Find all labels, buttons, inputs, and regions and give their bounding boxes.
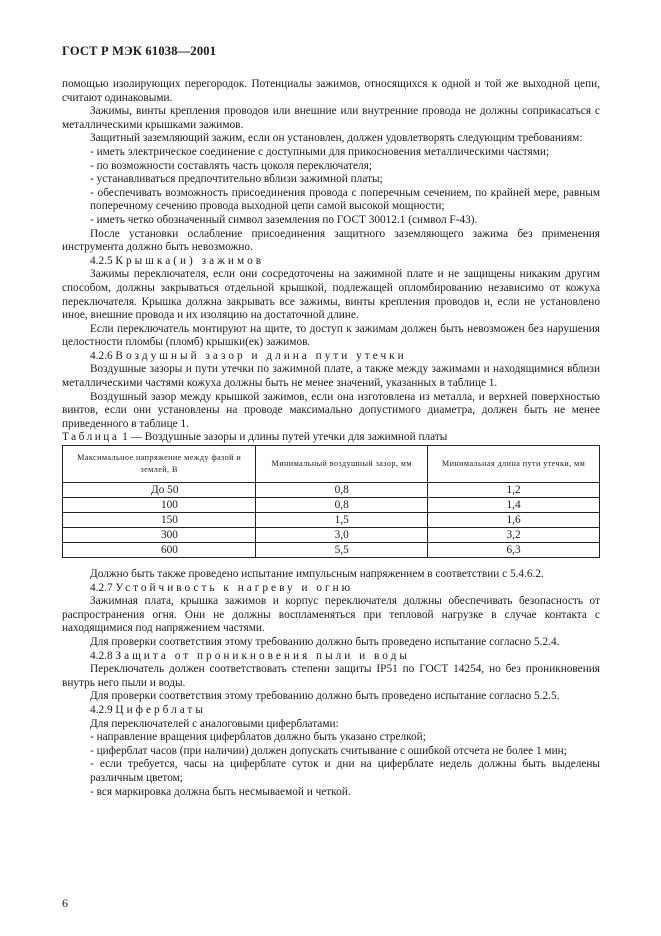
section-heading-4-2-7 [62, 582, 600, 596]
paragraph: Если переключатель монтируют на щите, то доступ к зажимам должен быть невозможен без нарушения целостности пломбы (пломб) крышки(ек) зажимов. [62, 322, 600, 349]
section-title: Крышка(и) зажимов [115, 254, 265, 267]
table-header-cell: Минимальная длина пути утечки, мм [428, 446, 600, 483]
paragraph: Воздушные зазоры и пути утечки по зажимной плате, а также между зажимами и находящимися вблизи металлическими частями кожуха должны быть не менее значений, указанных в таблице 1. [62, 363, 600, 390]
section-heading-4-2-8 [62, 650, 600, 664]
section-heading-4-2-6 [62, 350, 600, 364]
paragraph: Защитный заземляющий зажим, если он установлен, должен удовлетворять следующим требованиям: [90, 132, 583, 145]
table-cell: 100 [63, 498, 256, 513]
page-header: ГОСТ Р МЭК 61038—2001 [62, 44, 217, 58]
list-item: - вся маркировка должна быть несмываемой и четкой. [90, 785, 351, 798]
table-cell: 600 [63, 543, 256, 558]
table-header-cell: Максимальное напряжение между фазой и землей, В [63, 446, 256, 483]
section-title: Циферблаты [115, 703, 206, 716]
table-cell: 3,0 [256, 528, 428, 543]
table-header-row [63, 446, 600, 483]
table-cell: 1,5 [256, 513, 428, 528]
list-item: - иметь электрическое соединение с доступными для прикосновения металлическими частями; [90, 145, 550, 158]
list-item: - циферблат часов (при наличии) должен допускать считывание с ошибкой отсчета не более 1 мин; [90, 744, 567, 757]
page-body [62, 78, 600, 799]
section-heading-4-2-5 [62, 255, 600, 269]
paragraph: Для переключателей с аналоговыми циферблатами: [90, 717, 339, 730]
table-caption-label: Таблица [62, 431, 120, 444]
table-cell: 0,8 [256, 483, 428, 498]
paragraph: помощью изолирующих перегородок. Потенциалы зажимов, относящихся к одной и той же выходной цепи, считают одинаковыми. [62, 78, 600, 104]
section-title: Воздушный зазор и длина пути утечки [115, 349, 407, 362]
list-item: - по возможности составлять часть цоколя переключателя; [90, 159, 372, 172]
table-row [63, 498, 600, 513]
paragraph: Для проверки соответствия этому требованию должно быть проведено испытание согласно 5.2.5. [90, 690, 560, 703]
paragraph: Должно быть также проведено испытание импульсным напряжением в соответствии с 5.4.6.2. [90, 568, 544, 581]
table-cell: 6,3 [428, 543, 600, 558]
paragraph: Зажимы, винты крепления проводов или внешние или внутренние провода не должны соприкасаться с металлическими крышками зажимов. [62, 105, 600, 131]
section-title: Устойчивость к нагреву и огню [115, 581, 354, 594]
table-row [63, 543, 600, 558]
table-caption [62, 431, 600, 445]
table-header-cell: Минимальный воздушный зазор, мм [256, 446, 428, 483]
table-cell: 1,2 [428, 483, 600, 498]
list-item: - обеспечивать возможность присоединения провода с поперечным сечением, по крайней мере, равным поперечному сечению провода выходной цепи самой высокой мощности; [90, 186, 600, 213]
clearance-table [62, 445, 600, 558]
paragraph: Переключатель должен соответствовать степени защиты IP51 по ГОСТ 14254, но без проникновения внутрь него пыли и воды. [62, 663, 600, 689]
list-item: - иметь четко обозначенный символ заземления по ГОСТ 30012.1 (символ F-43). [90, 213, 478, 226]
table-cell: 5,5 [256, 543, 428, 558]
paragraph: Зажимы переключателя, если они сосредоточены на зажимной плате и не защищены никаким другим способом, должны закрываться отдельной крышкой, подлежащей опломбированию независимо от кожуха переключателя. Крышка должна закрывать все зажимы, винты крепления проводов и, если не установлено иное, внешние провода и их изоляцию на достаточной длине. [62, 268, 600, 322]
list-item: - если требуется, часы на циферблате суток и дни на циферблате недель должны быть выделены различным цветом; [90, 758, 600, 784]
list-item: - направление вращения циферблатов должно быть указано стрелкой; [90, 731, 426, 744]
page-number: 6 [62, 896, 68, 910]
section-title: Защита от проникновения пыли и воды [115, 649, 410, 662]
table-cell: 0,8 [256, 498, 428, 513]
paragraph: Воздушный зазор между крышкой зажимов, если она изготовлена из металла, и верхней поверхностью винтов, если они установлены на проводе максимально допустимого диаметра, должен быть не менее приведенного в таблице 1. [62, 390, 600, 430]
table-cell: 150 [63, 513, 256, 528]
table-row [63, 513, 600, 528]
table-cell: 1,6 [428, 513, 600, 528]
table-row [63, 528, 600, 543]
table-cell: 3,2 [428, 528, 600, 543]
paragraph: После установки ослабление присоединения защитного заземляющего зажима без применения инструмента должно быть невозможно. [62, 227, 600, 254]
list-item: - устанавливаться предпочтительно вблизи зажимной платы; [90, 173, 383, 186]
paragraph: Зажимная плата, крышка зажимов и корпус переключателя должны обеспечивать безопасность от распространения огня. Они не должны воспламеняться при тепловой нагрузке в случае контакта с находящимися под напряжением частями. [62, 595, 600, 635]
section-number: 4.2.8 [90, 649, 113, 662]
table-row [63, 483, 600, 498]
table-cell: 300 [63, 528, 256, 543]
section-number: 4.2.7 [90, 581, 113, 594]
section-number: 4.2.9 [90, 703, 113, 716]
section-number: 4.2.5 [90, 254, 113, 267]
paragraph: Для проверки соответствия этому требованию должно быть проведено испытание согласно 5.2.4. [90, 636, 560, 648]
section-number: 4.2.6 [90, 349, 113, 362]
table-caption-text: 1 — Воздушные зазоры и длины путей утечки для зажимной платы [122, 431, 448, 444]
table-cell: До 50 [63, 483, 256, 498]
table-cell: 1,4 [428, 498, 600, 513]
section-heading-4-2-9 [62, 704, 600, 718]
